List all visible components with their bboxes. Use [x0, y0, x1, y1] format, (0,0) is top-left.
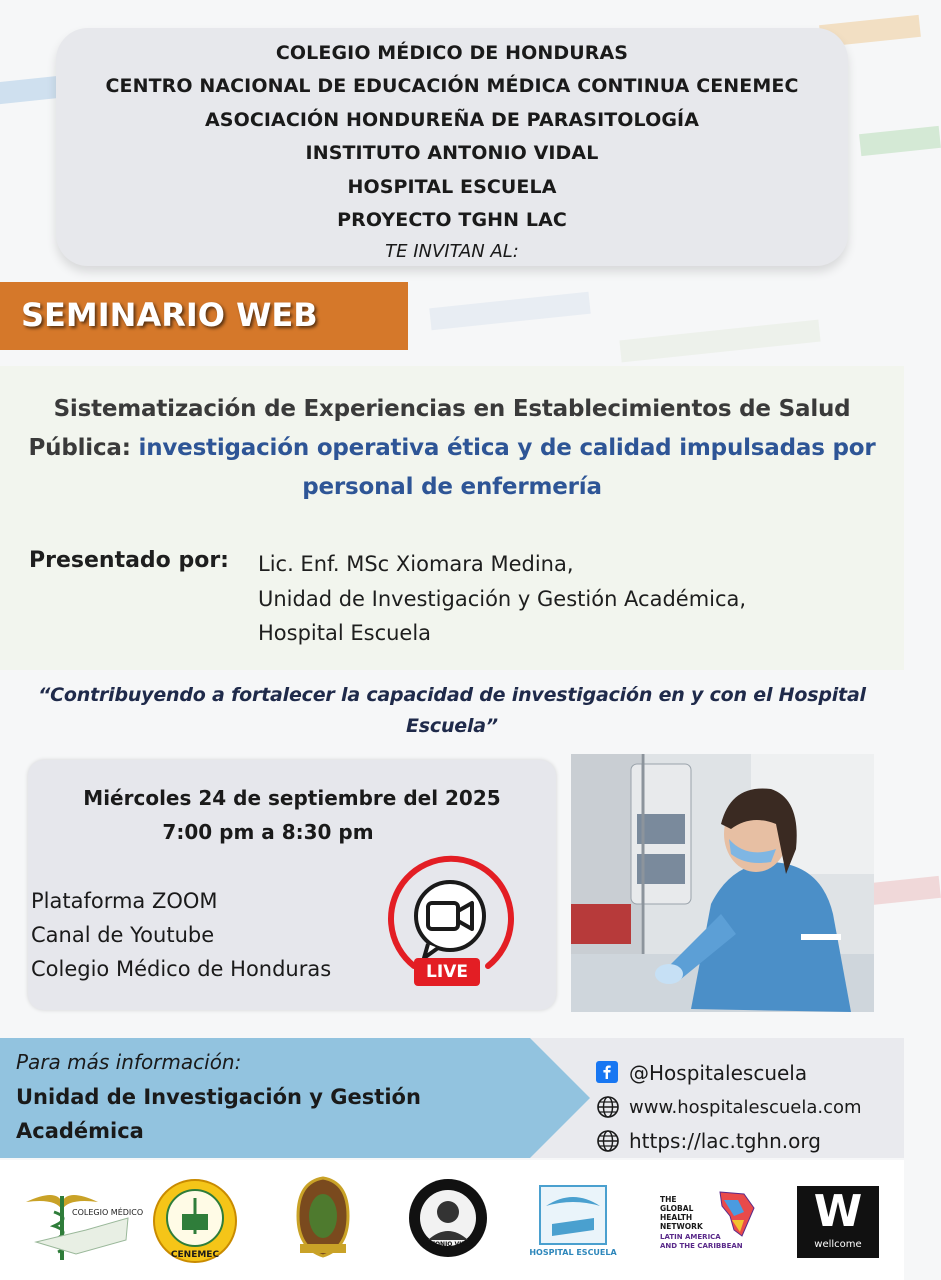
header-card	[56, 28, 848, 266]
organization-name: INSTITUTO ANTONIO VIDAL	[305, 142, 599, 165]
antonio-vidal-logo-text: ANTONIO VIDAL	[421, 1241, 475, 1248]
presenter-details	[258, 547, 746, 651]
nurse-photo	[571, 754, 874, 1012]
tghn-contact[interactable]	[596, 1124, 862, 1158]
wellcome-text: wellcome	[814, 1239, 862, 1250]
tghn-lac-logo	[658, 1186, 762, 1256]
title-blue-part: investigación operativa ética y de calidad impulsadas por personal de enfermería	[138, 435, 876, 500]
parasitology-logo	[294, 1176, 352, 1258]
tghn-link[interactable]: https://lac.tghn.org	[629, 1129, 821, 1153]
seminar-banner: SEMINARIO WEB	[0, 282, 408, 350]
tghn-line: NETWORK	[660, 1222, 703, 1231]
live-stream-icon	[384, 848, 516, 988]
presenter-unit: Unidad de Investigación y Gestión Académica,	[258, 586, 747, 611]
facebook-handle[interactable]: @Hospitalescuela	[629, 1061, 808, 1085]
event-time: 7:00 pm a 8:30 pm	[162, 820, 374, 844]
globe-icon	[596, 1095, 620, 1119]
platform-item: Canal de Youtube	[31, 923, 215, 947]
website-contact[interactable]	[596, 1090, 862, 1124]
organization-name: HOSPITAL ESCUELA	[347, 175, 557, 198]
contact-unit: Unidad de Investigación y Gestión Académica	[16, 1085, 421, 1143]
facebook-icon	[596, 1061, 620, 1085]
invite-text: TE INVITAN AL:	[385, 241, 519, 263]
tghn-line: GLOBAL	[660, 1204, 694, 1213]
presenter-name: Lic. Enf. MSc Xiomara Medina,	[258, 552, 574, 576]
wellcome-logo	[797, 1186, 879, 1258]
colegio-logo-text: COLEGIO MÉDICO	[72, 1208, 144, 1217]
presenter-institution: Hospital Escuela	[258, 621, 432, 645]
presenter-label: Presentado por:	[29, 548, 229, 573]
seminar-title	[20, 390, 884, 507]
cenemec-logo	[152, 1178, 238, 1264]
organization-name: CENTRO NACIONAL DE EDUCACIÓN MÉDICA CONTINUA CENEMEC	[105, 75, 799, 98]
tghn-line: THE	[660, 1195, 677, 1204]
colegio-medico-logo	[16, 1182, 144, 1262]
tghn-line: LATIN AMERICA	[660, 1233, 721, 1241]
facebook-contact[interactable]	[596, 1056, 862, 1090]
more-info-label: Para más información:	[16, 1050, 242, 1074]
quote-text: “Contribuyendo a fortalecer la capacidad de investigación en y con el Hospital Escuela”	[38, 684, 866, 737]
organization-name: COLEGIO MÉDICO DE HONDURAS	[275, 42, 629, 64]
hospital-logo-text: HOSPITAL ESCUELA	[529, 1248, 617, 1257]
platform-item: Colegio Médico de Honduras	[31, 957, 332, 981]
platform-item: Plataforma ZOOM	[31, 889, 218, 913]
wellcome-mark: W	[813, 1186, 863, 1237]
cenemec-logo-text: CENEMEC	[170, 1250, 220, 1260]
organization-name: PROYECTO TGHN LAC	[337, 209, 567, 232]
event-date: Miércoles 24 de septiembre del 2025	[83, 786, 501, 810]
antonio-vidal-logo	[408, 1178, 488, 1258]
title-dark-part: Sistematización de Experiencias en Establecimientos de Salud Pública:	[28, 396, 851, 461]
tghn-line: HEALTH	[660, 1213, 693, 1222]
platform-list	[31, 884, 331, 986]
globe-icon	[596, 1129, 620, 1153]
tghn-line: AND THE CARIBBEAN	[660, 1242, 743, 1250]
live-badge: LIVE	[414, 958, 480, 986]
organization-name: ASOCIACIÓN HONDUREÑA DE PARASITOLOGÍA	[204, 108, 700, 131]
hospital-escuela-logo	[529, 1184, 617, 1258]
sponsor-logos	[0, 1160, 904, 1280]
website-link[interactable]: www.hospitalescuela.com	[629, 1096, 862, 1118]
event-card	[28, 760, 556, 1010]
contact-list	[596, 1056, 862, 1158]
